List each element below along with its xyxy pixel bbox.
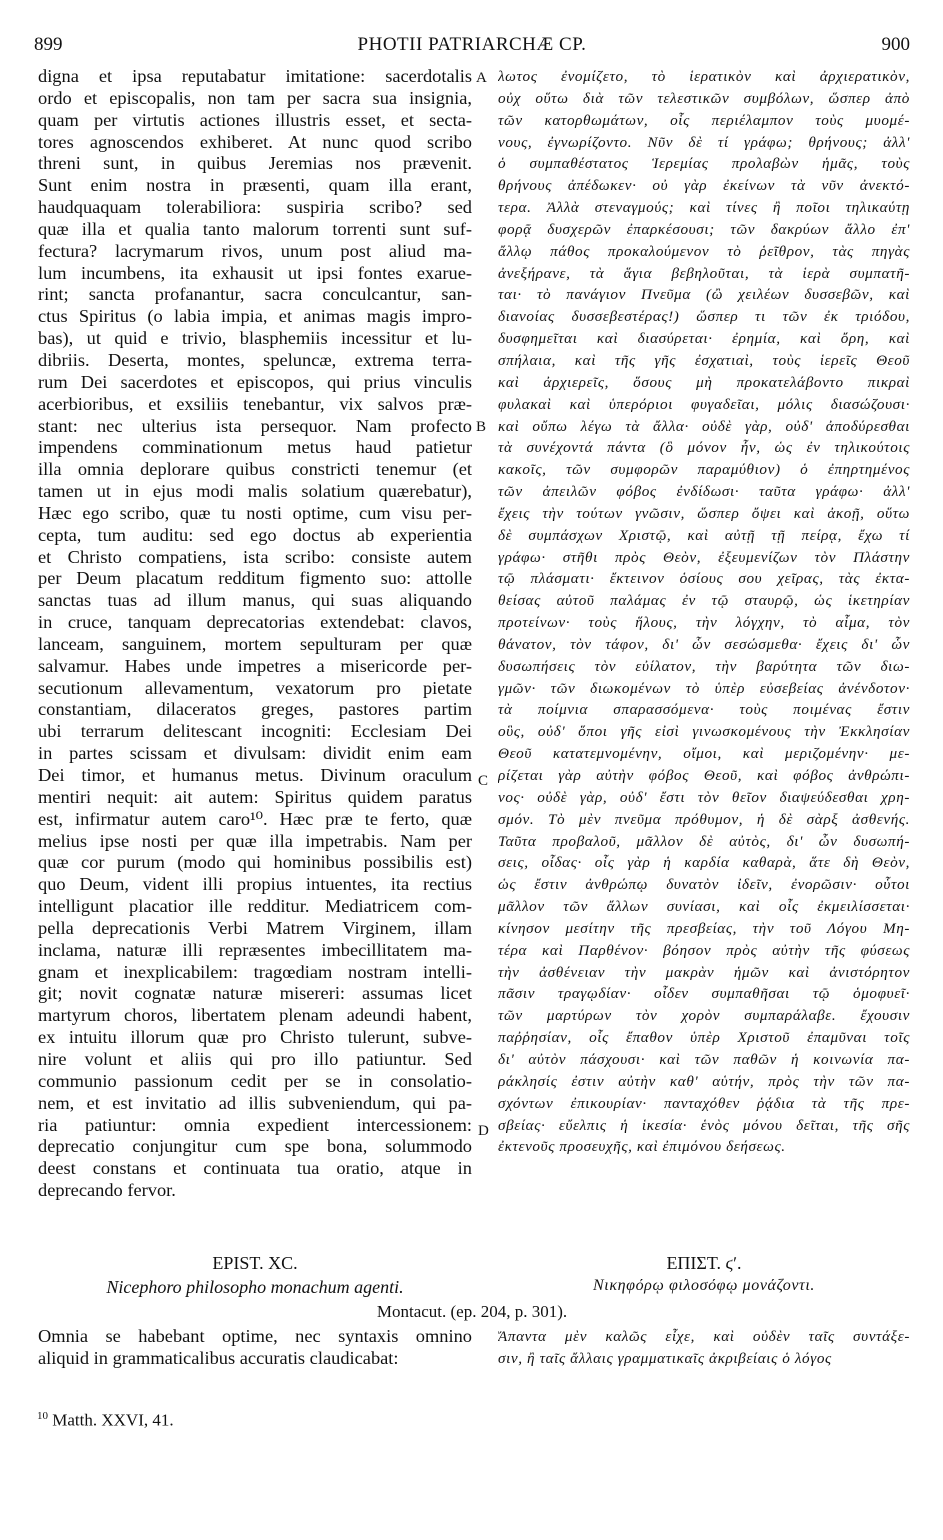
latin-text-line: melius ipse nosti per quæ illa impetrabis. Nam per <box>38 830 472 851</box>
source-reference: Montacut. (ep. 204, p. 301). <box>376 1302 568 1321</box>
latin-text-line: quo Deum, vident illi propius intuentes, ita rectius <box>38 874 472 895</box>
latin-text-line: impendens comminationum metus haud patietur <box>38 437 472 458</box>
latin-text-line: ex intuitu illorum quæ pro Christo tulerunt, subve- <box>38 1027 472 1048</box>
greek-text-line: τῶν ἀπειλῶν φόβος ἐνδίδωσι· ταῦτα γράφω· ἀλλ' <box>498 483 910 501</box>
greek-text-line: νους, ἐγνωρίζοντο. Νῦν δὲ τί γράφω; θρήνους; ἀλλ' <box>498 133 910 151</box>
latin-text-line: bas), ut quid e trivio, blasphemiis incessitur et lu- <box>38 328 472 349</box>
greek-text-line: σμόν. Τὸ μὲν πνεῦμα πρόθυμον, ἡ δὲ σὰρξ ἀσθενής. <box>498 810 910 828</box>
latin-text-line: gnam et inexplicabilem: tragœdiam nostram intelli- <box>38 961 472 982</box>
latin-text-line: tores agnoscendos exhiberet. At nunc quod scribo <box>38 131 472 152</box>
latin-text-line: secutionum allevamentum, vexatorum pro pietate <box>38 677 472 698</box>
left-page-number: 899 <box>34 34 63 55</box>
latin-text-line: rum Dei sacerdotes et episcopos, qui prius vinculis <box>38 371 472 392</box>
latin-text-line: est, infirmatur autem caro¹⁰. Hæc præ te ferto, quæ <box>38 808 472 829</box>
latin-text-line: lum incumbens, ita exhausit ut ipsi fontes exarue- <box>38 262 472 283</box>
section-marker-b: B <box>476 419 487 435</box>
greek-text-line: παῤῥησίαν, οἷς ἔπαθον ὑπὲρ Χριστοῦ ἐπαμῦναι τοῖς <box>498 1029 910 1047</box>
greek-text-line: σχόντων ἐπικουρίαν· πανταχόθεν ῥᾴδια τὰ τῆς πρε- <box>498 1094 910 1112</box>
greek-text-line: δὲ συμπάσχων Χριστῷ, καὶ αὐτῇ τῇ πείρᾳ, ἔχω τί <box>498 526 910 544</box>
latin-column <box>38 66 472 1202</box>
latin-text-line: quæ illa et qualia tanto malorum torrenti sunt suf- <box>38 218 472 239</box>
greek-text-line: ται· τὸ πανάγιον Πνεῦμα (ὢ χειλέων δυσσεβῶν, καὶ <box>498 286 910 304</box>
latin-text-line: digna et ipsa reputabatur imitatione: sacerdotalis <box>38 66 472 86</box>
latin-epistle-title: EPIST. XC. <box>212 1253 298 1273</box>
greek-text-line: ὁ συμπαθέστατος Ἱερεμίας προλαβὼν ἡμᾶς, τοὺς <box>498 155 910 173</box>
greek-text-line: ὡς ἔστιν ἀνθρώπῳ δυνατὸν ἰδεῖν, ἐνορῶσιν· οὗτοι <box>498 876 910 894</box>
latin-text-line: Sunt enim nostra in præsenti, quam illa erant, <box>38 175 472 196</box>
greek-epistle-subtitle: Νικηφόρῳ φιλοσόφῳ μονάζοντι. <box>593 1277 815 1294</box>
greek-text-line: τῷ πλάσματι· ἔκτεινον ὁσίους σου χεῖρας, τὰς ἐκτα- <box>498 570 910 588</box>
greek-text-line: Θεοῦ κατατεμνομένην, οἴμοι, καὶ μεριζομένην· με- <box>498 745 910 763</box>
latin-epistle-line: aliquid in grammaticalibus accuratis claudicabat: <box>38 1347 399 1368</box>
greek-text-line: τῶν κατορθωμάτων, οἷς περιέλαμπον τοὺς μυομέ- <box>498 111 910 129</box>
greek-text-line: τὴν ἀσθένειαν τὴν μακρὰν ἡμῶν καὶ ἀνιστόρητον <box>498 963 910 981</box>
latin-text-line: deprecatio conjungitur cum spe bona, solummodo <box>38 1136 472 1157</box>
greek-text-line: σπήλαια, καὶ τῆς γῆς ἐσχατιαὶ, τοὺς ἱερεῖς Θεοῦ <box>498 351 910 369</box>
section-marker-d: D <box>478 1123 489 1139</box>
running-title: PHOTII PATRIARCHÆ CP. <box>357 34 587 55</box>
greek-epistle-line: σιν, ἢ ταῖς ἄλλαις γραμματικαῖς ἀκριβείαις ὁ λόγος <box>498 1349 832 1367</box>
latin-text-line: salvamur. Habes unde impetres a misericorde per- <box>38 655 472 676</box>
latin-text-line: ordo et episcopalis, non tam per sacra sua insignia, <box>38 87 472 108</box>
greek-text-line: γράφω· στῆθι πρὸς Θεὸν, ἐξευμενίζων τὸν Πλάστην <box>498 548 910 566</box>
latin-text-line: nem, et est invitatio ad illis subveniendum, qui pa- <box>38 1092 472 1113</box>
latin-text-line: constantiam, dilaceratos greges, pastores partim <box>38 699 472 720</box>
greek-text-line: μᾶλλον τῶν ἄλλων συνίασι, καὶ οἷς ἐκμειλίσσεται· <box>498 898 910 916</box>
latin-text-line: Dei timor, et humanus metus. Divinum oraculum <box>38 765 472 785</box>
greek-text-line: δι' αὐτὸν πάσχουσι· καὶ τῶν παθῶν ἡ κοινωνία πα- <box>498 1050 910 1068</box>
greek-text-line: τῶν μαρτύρων τὸν χορὸν συμπαράλαβε. ἔχουσιν <box>498 1007 910 1025</box>
latin-text-line: git; novit cognatæ naturæ misereri: assumas licet <box>38 983 472 1004</box>
latin-text-line: lanceam, sanguinem, mortem sepulturam per quæ <box>38 633 472 654</box>
greek-text-line: Ταῦτα προβαλοῦ, μᾶλλον δὲ αὐτὸς, δι' ὧν δυσωπή- <box>498 832 910 850</box>
greek-text-line: κακοῖς, τῶν συμφορῶν παραμύθιον) ὁ ἐπηρτημένος <box>498 461 910 479</box>
footnote-number: 10 <box>37 1410 48 1422</box>
latin-text-line: sanctas tuas ad illum manus, qui suas aliquando <box>38 590 472 611</box>
greek-text-line: δυσφημεῖται καὶ διασύρεται· ἐρημία, καὶ ὄρη, καὶ <box>498 330 910 348</box>
greek-text-line: νος· οὐδὲ γὰρ, οὐδ' ἔστι τὸν θεῖον διαψεύδεσθαι χρη- <box>498 788 910 806</box>
latin-text-line: et Christo compatiens, ista scribo: consiste autem <box>38 546 472 567</box>
greek-text-line: κίνησον μεσίτην τῆς πρεσβείας, τὴν τοῦ Λόγου Μη- <box>498 919 910 937</box>
latin-text-line: rint; sancta profanantur, sacra conculcantur, san- <box>38 284 472 305</box>
latin-text-line: illa omnia deplorare quibus constricti tenemur (et <box>38 459 472 480</box>
latin-text-line: stant: nec ulterius ista persequor. Nam profecto <box>38 415 472 436</box>
latin-text-line: ria patiuntur: omnia expedient intercessionem: <box>38 1114 472 1135</box>
latin-text-line: threni sunt, in quibus Jeremias nos prævenit. <box>38 153 472 174</box>
greek-text-line: τέρα καὶ Παρθένον· βόησον πρὸς αὐτὴν τῆς φύσεως <box>498 941 910 959</box>
latin-text-line: deest constans et continuata tua oratio, atque in <box>38 1158 472 1179</box>
greek-text-line: τὰ ποίμνια σπαρασσόμενα· τοὺς ποιμένας ἔστιν <box>498 701 910 719</box>
latin-text-line: quam per virtutis actiones illustris esset, et secta- <box>38 109 472 130</box>
greek-text-line: ἄλλῳ πάθος προκαλούμενον τὸ ῥεῖθρον, τὰς πηγὰς <box>498 242 910 260</box>
running-header <box>34 34 910 60</box>
latin-text-line: cepta, tum auditu: sed ego doctus ab experientia <box>38 524 472 545</box>
latin-epistle-line: Omnia se habebant optime, nec syntaxis omnino <box>38 1326 472 1346</box>
latin-text-line: nire volunt et aliis qui pro illo patiuntur. Sed <box>38 1048 472 1069</box>
section-marker-a: A <box>476 70 487 86</box>
greek-text-line: τὰ συνέχοντά πάντα (ὃ μόνον ἦν, ὡς ἐν τηλικούτοις <box>498 439 910 457</box>
greek-text-line: δυσωπήσεις τὸν εὐίλατον, τὴν βαρύτητα τῶν διω- <box>498 657 910 675</box>
latin-text-line: acerbioribus, et exsiliis tenebantur, vix salvos præ- <box>38 393 472 414</box>
latin-text-line: mentiri nequit: ait autem: Spiritus quidem paratus <box>38 786 472 807</box>
greek-text-line: ἀνεξήρανε, τὰ ἅγια βεβηλοῦται, τὰ ἱερὰ συμπατῆ- <box>498 264 910 282</box>
greek-epistle-line: Ἅπαντα μὲν καλῶς εἶχε, καὶ οὐδὲν ταῖς συντάξε- <box>498 1328 910 1345</box>
greek-text-line: τερα. Ἀλλὰ στεναγμούς; καὶ τίνες ἢ ποῖοι τηλικαύτῃ <box>498 199 910 217</box>
greek-text-line: οὐχ οὕτω διὰ τῶν τελεστικῶν συμβόλων, ὥσπερ ἀπὸ <box>498 89 910 107</box>
greek-text-line: θρήνους ἀπέδωκεν· οὐ γὰρ ἐκείνων τὰ νῦν ἀνεκτό- <box>498 177 910 195</box>
section-marker-c: C <box>478 773 489 789</box>
greek-text-line: γμῶν· τῶν διωκομένων τὸ ὑπὲρ εὐσεβείας ἀνένδοτον· <box>498 679 910 697</box>
greek-text-line: πᾶσιν τραγῳδίαν· οἶδεν συμπαθῆσαι τῷ ὁμοφυεῖ· <box>498 985 910 1003</box>
greek-text-line: προτείνων· τοὺς ἥλους, τὴν λόγχην, τὸ αἷμα, τὸν <box>498 614 910 632</box>
latin-text-line: in partes scissam et divulsam: dividit enim eam <box>38 743 472 764</box>
greek-text-line: σβείας· εὔελπις ἡ ἱκεσία· ἑνὸς μόνου δεῖται, τῆς σῆς <box>498 1116 910 1134</box>
latin-epistle-subtitle: Nicephoro philosopho monachum agenti. <box>106 1277 404 1297</box>
latin-text-line: intelligunt placatior ille redditur. Mediatricem com- <box>38 896 472 917</box>
latin-text-line: communio passionum cedit per se in consolatio- <box>38 1070 472 1091</box>
latin-text-line: per Deum placatum redditum figmento suo: attolle <box>38 568 472 589</box>
greek-text-line: σεις, οἶδας· οἷς γὰρ ἡ καρδία καθαρὰ, ἅτε δὴ Θεὸν, <box>498 854 910 872</box>
latin-text-line: fectura? lacrymarum rivos, unum post aliud ma- <box>38 240 472 261</box>
greek-epistle-body <box>498 1326 910 1370</box>
latin-epistle-body <box>38 1326 472 1370</box>
footnote <box>37 1410 174 1431</box>
latin-text-line: deprecando fervor. <box>38 1180 176 1201</box>
latin-text-line: inclama, naturæ illi repræsentes imbecillitatem ma- <box>38 939 472 960</box>
greek-text-line: θάνατον, τὸν τάφον, δι' ὧν σεσώσμεθα· ἔχεις δι' ὧν <box>498 635 910 653</box>
greek-column <box>498 66 910 1158</box>
latin-text-line: tamen ut in ejus modi malis solatium quærebatur), <box>38 481 472 502</box>
greek-epistle-title: ΕΠΙΣΤ. ϛʹ. <box>666 1253 742 1273</box>
greek-text-line: οὓς, οὐδ' ὅποι γῆς εἰσὶ γινωσκομένους τὴν Ἐκκλησίαν <box>498 723 910 741</box>
footnote-text: Matth. XXVI, 41. <box>52 1410 174 1430</box>
greek-text-line: φυλακαὶ καὶ ὑπερόριοι φυγαδεῖαι, μόλις διασώζουσι· <box>498 395 910 413</box>
right-page-number: 900 <box>881 34 910 55</box>
greek-text-line: καὶ ἀρχιερεῖς, ὅσους μὴ προκατελάβοντο πικραὶ <box>498 373 910 391</box>
latin-text-line: quæ cor purum (modo qui hominibus possibilis est) <box>38 852 472 873</box>
greek-text-line: ἔχεις τὴν τούτων γνῶσιν, ὥσπερ ὄψει καὶ ἀκοῇ, οὕτω <box>498 504 910 522</box>
greek-text-line: διανοίας δυσσεβεστέρας!) ὥσπερ τι τῶν ἐκ τριόδου, <box>498 308 910 326</box>
latin-text-line: in cruce, tanquam deprecatorias extendebat: clavos, <box>38 612 472 633</box>
greek-text-line: ἐκτενοῦς προσευχῆς, καὶ ἐπιμόνου δεήσεως. <box>498 1138 786 1156</box>
greek-text-line: φορᾷ δυσχερῶν ἐπαρκέσουσι; τῶν δακρύων ἄλλο ἐπ' <box>498 220 910 238</box>
latin-text-line: ubi terrarum delitescant incogniti: Ecclesiam Dei <box>38 721 472 742</box>
latin-text-line: dibriis. Deserta, montes, speluncæ, extrema terra- <box>38 349 472 370</box>
latin-text-line: Hæc ego scribo, quæ tu nosti optime, cum visu per- <box>38 502 472 523</box>
greek-text-line: θείσας αὐτοῦ παλάμας ἐν τῷ σταυρῷ, ὡς ἱκετηρίαν <box>498 592 910 610</box>
latin-text-line: haudquaquam tolerabiliora: suspiria scribo? sed <box>38 197 472 218</box>
greek-text-line: καὶ οὔπω λέγω τὰ ἄλλα· οὐδὲ γὰρ, οὐδ' ἀποδύρεσθαι <box>498 417 910 435</box>
latin-text-line: martyrum choros, libertatem plenam adeundi habent, <box>38 1005 472 1026</box>
greek-text-line: ράκλησίς ἐστιν αὐτὴν καθ' αὑτήν, πρὸς τὴν τῶν πα- <box>498 1072 910 1090</box>
greek-text-line: λωτος ἐνομίζετο, τὸ ἱερατικὸν καὶ ἀρχιερατικὸν, <box>498 68 910 85</box>
greek-text-line: ρίζεται γὰρ αὐτὴν φόβος Θεοῦ, καὶ φόβος ἀνθρώπι- <box>498 767 910 784</box>
latin-text-line: pella deprecationis Verbi Matrem Virginem, illam <box>38 917 472 938</box>
latin-text-line: ctus Spiritus (o labia impia, et animas magis impro- <box>38 306 472 327</box>
